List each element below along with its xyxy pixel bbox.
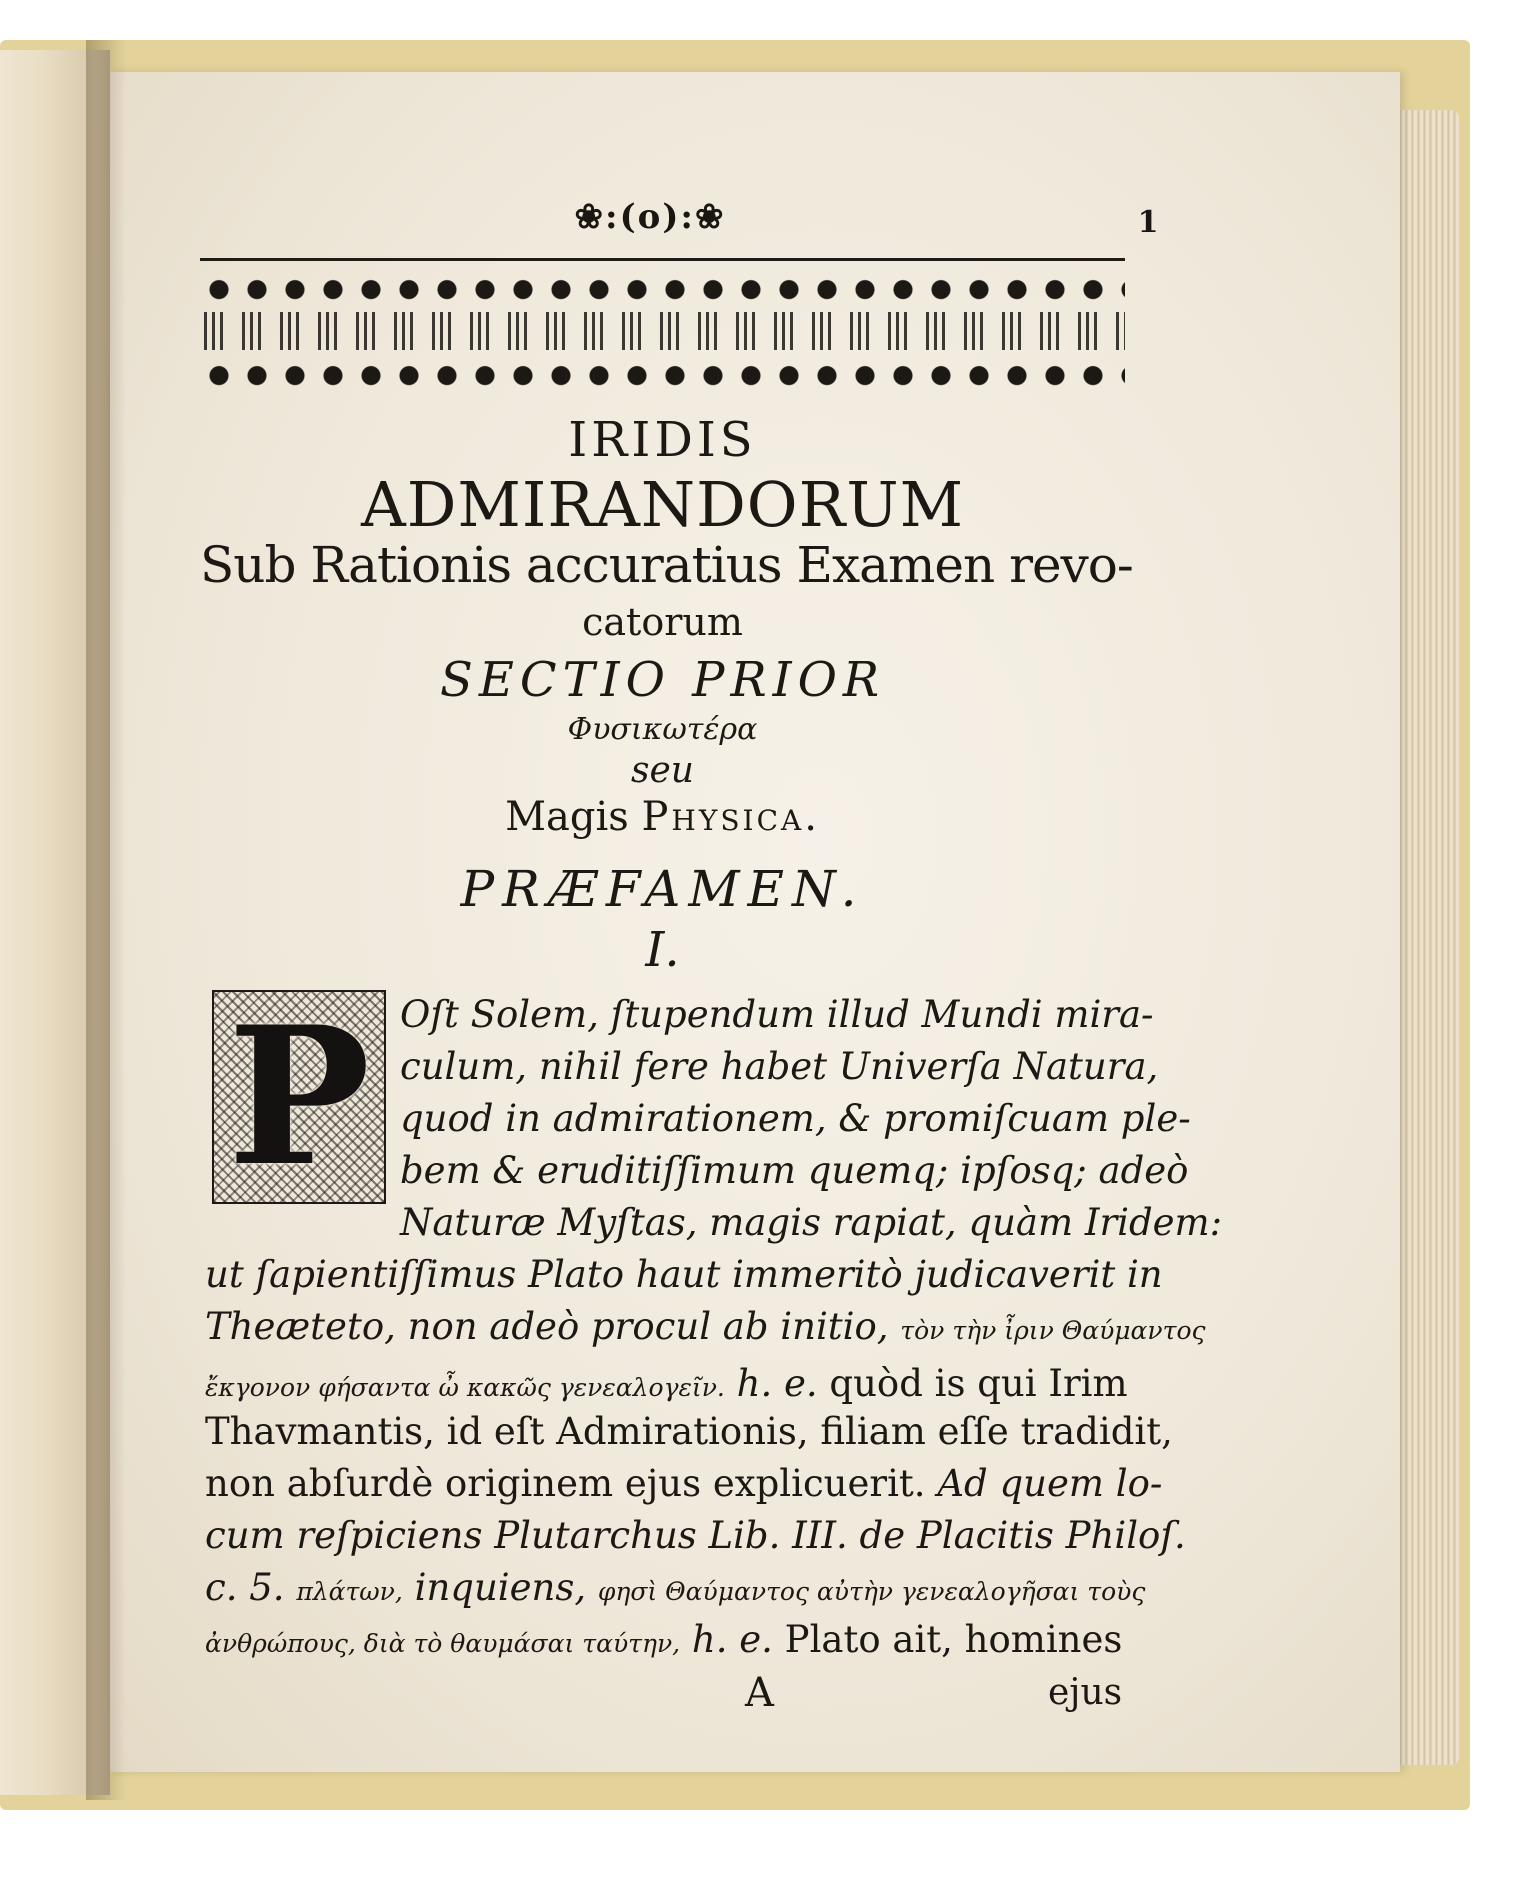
text-line-4: bem & eruditiſſimum quemq; ipſosq; adeò — [400, 1149, 1189, 1192]
title-admirandorum: ADMIRANDORUM — [360, 468, 965, 541]
text-line-13-latin: Plato ait, homines — [784, 1618, 1123, 1661]
text-line-12-greek-a: πλάτων, — [296, 1577, 403, 1606]
physica-word: Physica. — [641, 794, 820, 840]
initial-letter: P — [227, 985, 371, 1208]
text-line-8-latin: quòd is qui Irim — [829, 1362, 1128, 1405]
title-subtitle-cont: catorum — [582, 600, 743, 644]
title-iridis: IRIDIS — [568, 412, 757, 468]
magis-physica-line — [200, 794, 1125, 840]
headpiece-ornament: ❀:(o):❀ — [574, 197, 726, 237]
decorated-initial — [212, 985, 386, 1208]
greek-subheading: Φυσικωτέρα — [567, 712, 758, 747]
text-line-13 — [205, 1618, 1122, 1661]
title-subtitle: Sub Rationis accuratius Examen revo- — [200, 536, 1133, 594]
text-line-8-he: h. e. — [736, 1362, 818, 1405]
ornament-row-top — [200, 272, 1125, 304]
page-number: 1 — [1137, 205, 1159, 240]
magis-word: Magis — [505, 794, 629, 840]
text-line-8 — [205, 1362, 1128, 1405]
seu-line: seu — [631, 750, 694, 791]
praefamen-heading: PRÆFAMEN. — [460, 860, 865, 918]
catchword: ejus — [1048, 1672, 1123, 1713]
text-line-1: Oſt Solem, ſtupendum illud Mundi mira- — [400, 993, 1154, 1036]
ornamental-border-band — [200, 272, 1125, 390]
text-line-9: Thavmantis, id eſt Admirationis, filiam eſſe tradidit, — [205, 1410, 1173, 1453]
head-rule — [200, 258, 1125, 261]
text-line-6: ut ſapientiſſimus Plato haut immeritò judicaverit in — [205, 1253, 1163, 1296]
text-line-12-greek-b: φησὶ Θαύμαντος αὐτὴν γενεαλογῆσαι τοὺς — [597, 1577, 1146, 1606]
ornament-row-middle — [200, 312, 1125, 350]
gutter-shadow — [86, 40, 126, 1800]
text-line-11: cum reſpiciens Plutarchus Lib. III. de Placitis Philoſ. — [205, 1514, 1186, 1557]
section-heading: SECTIO PRIOR — [439, 652, 886, 708]
text-line-8-greek: ἔκγονον φήσαντα ὦ κακῶς γενεαλογεῖν. — [205, 1373, 725, 1402]
text-line-7-latin: Theæteto, non adeò procul ab initio, — [205, 1305, 889, 1348]
text-line-3: quod in admirationem, & promiſcuam ple- — [400, 1097, 1191, 1140]
text-line-2: culum, nihil fere habet Univerſa Natura, — [400, 1045, 1159, 1088]
text-line-10-roman: non abſurdè originem ejus explicuerit. — [205, 1462, 926, 1505]
signature-mark: A — [745, 1670, 774, 1716]
text-line-7-greek: τὸν τὴν ἶριν Θαύμαντος — [900, 1316, 1206, 1345]
text-line-12-ref: c. 5. — [205, 1566, 285, 1609]
section-number: I. — [645, 922, 680, 978]
text-line-10 — [205, 1462, 1162, 1505]
text-line-10-italic: Ad quem lo- — [937, 1462, 1163, 1505]
text-line-12 — [205, 1566, 1145, 1609]
text-line-7 — [205, 1305, 1206, 1348]
ornament-row-bottom — [200, 358, 1125, 390]
page-edges — [1390, 110, 1460, 1765]
text-line-12-inquiens: inquiens, — [414, 1566, 587, 1609]
text-line-13-greek: ἀνθρώπους, διὰ τὸ θαυμάσαι ταύτην, — [205, 1629, 681, 1658]
text-line-13-he: h. e. — [691, 1618, 773, 1661]
text-line-5: Naturæ Myſtas, magis rapiat, quàm Iridem: — [400, 1201, 1223, 1244]
